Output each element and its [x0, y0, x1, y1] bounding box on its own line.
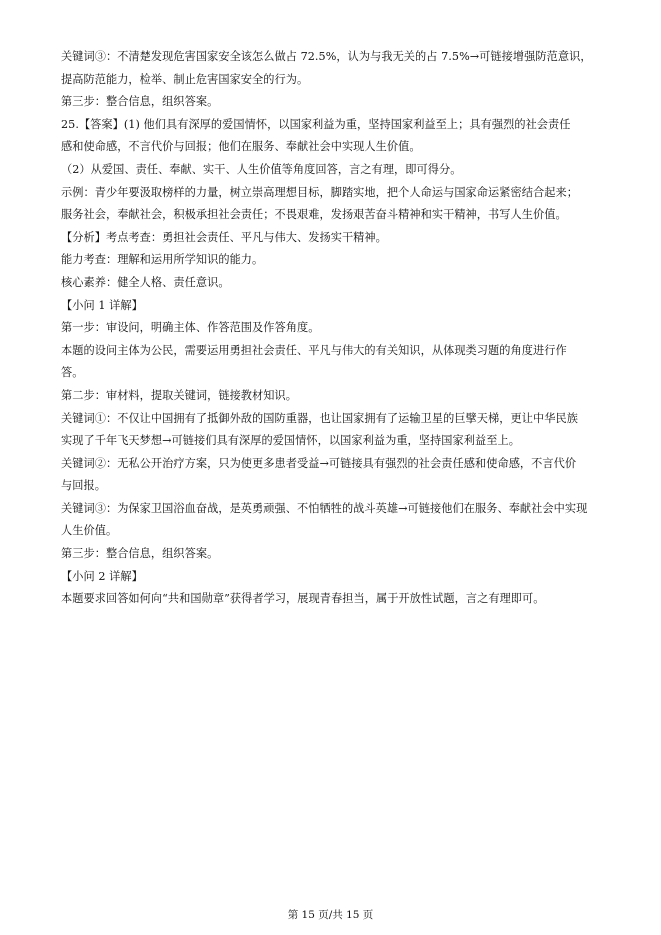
text-line: 与回报。 [61, 479, 106, 493]
text-line: 感和使命感，不言代价与回报；他们在服务、奉献社会中实现人生价值。 [61, 140, 421, 154]
text-line: 服务社会，奉献社会，积极承担社会责任；不畏艰难，发扬艰苦奋斗精神和实干精神，书写人生价值。 [61, 208, 567, 222]
text-line: 关键词③：为保家卫国浴血奋战，是英勇顽强、不怕牺牲的战斗英雄→可链接他们在服务、奉献社会中实现 [61, 501, 588, 515]
text-line: 【分析】考点考查：勇担社会责任、平凡与伟大、发扬实干精神。 [61, 230, 387, 244]
text-line: 25.【答案】(1) 他们具有深厚的爱国情怀，以国家利益为重，坚持国家利益至上；具有强烈的社会责任 [61, 117, 571, 131]
text-line: 核心素养：健全人格、责任意识。 [61, 275, 230, 289]
text-line: 关键词①：不仅让中国拥有了抵御外敌的国防重器，也让国家拥有了运输卫星的巨擘天梯，更让中华民族 [61, 411, 578, 425]
text-line: 关键词②：无私公开治疗方案，只为使更多患者受益→可链接具有强烈的社会责任感和使命感，不言代价 [61, 456, 577, 470]
text-line: 本题要求回答如何向“共和国勋章”获得者学习，展现青春担当，属于开放性试题，言之有理即可。 [61, 592, 545, 606]
section-heading: 【小问 2 详解】 [61, 569, 143, 583]
page-number: 第 15 页/共 15 页 [287, 909, 374, 921]
text-line: 关键词③：不清楚发现危害国家安全该怎么做占 72.5%，认为与我无关的占 7.5%→可链接增强防范意识， [61, 50, 592, 63]
text-line: 第二步：审材料，提取关键词，链接教材知识。 [61, 388, 297, 402]
text-line: 实现了千年飞天梦想→可链接们具有深厚的爱国情怀，以国家利益为重，坚持国家利益至上。 [61, 434, 520, 448]
text-line: 第三步：整合信息，组织答案。 [61, 95, 219, 109]
text-line: 人生价值。 [61, 524, 118, 538]
text-line: 能力考查：理解和运用所学知识的能力。 [61, 253, 264, 267]
text-line: 第三步：整合信息，组织答案。 [61, 547, 219, 561]
document-body [61, 46, 609, 611]
text-line: 本题的设问主体为公民，需要运用勇担社会责任、平凡与伟大的有关知识，从体现类习题的角度进行作 [61, 343, 567, 357]
section-heading: 【小问 1 详解】 [61, 298, 143, 312]
text-line: 答。 [61, 366, 84, 380]
text-line: 第一步：审设问，明确主体、作答范围及作答角度。 [61, 321, 320, 335]
text-line: （2）从爱国、责任、奉献、实干、人生价值等角度回答，言之有理，即可得分。 [61, 162, 462, 176]
text-line: 示例：青少年要汲取榜样的力量，树立崇高理想目标，脚踏实地，把个人命运与国家命运紧密结合起来； [61, 185, 578, 199]
text-line: 提高防范能力，检举、制止危害国家安全的行为。 [61, 72, 309, 86]
